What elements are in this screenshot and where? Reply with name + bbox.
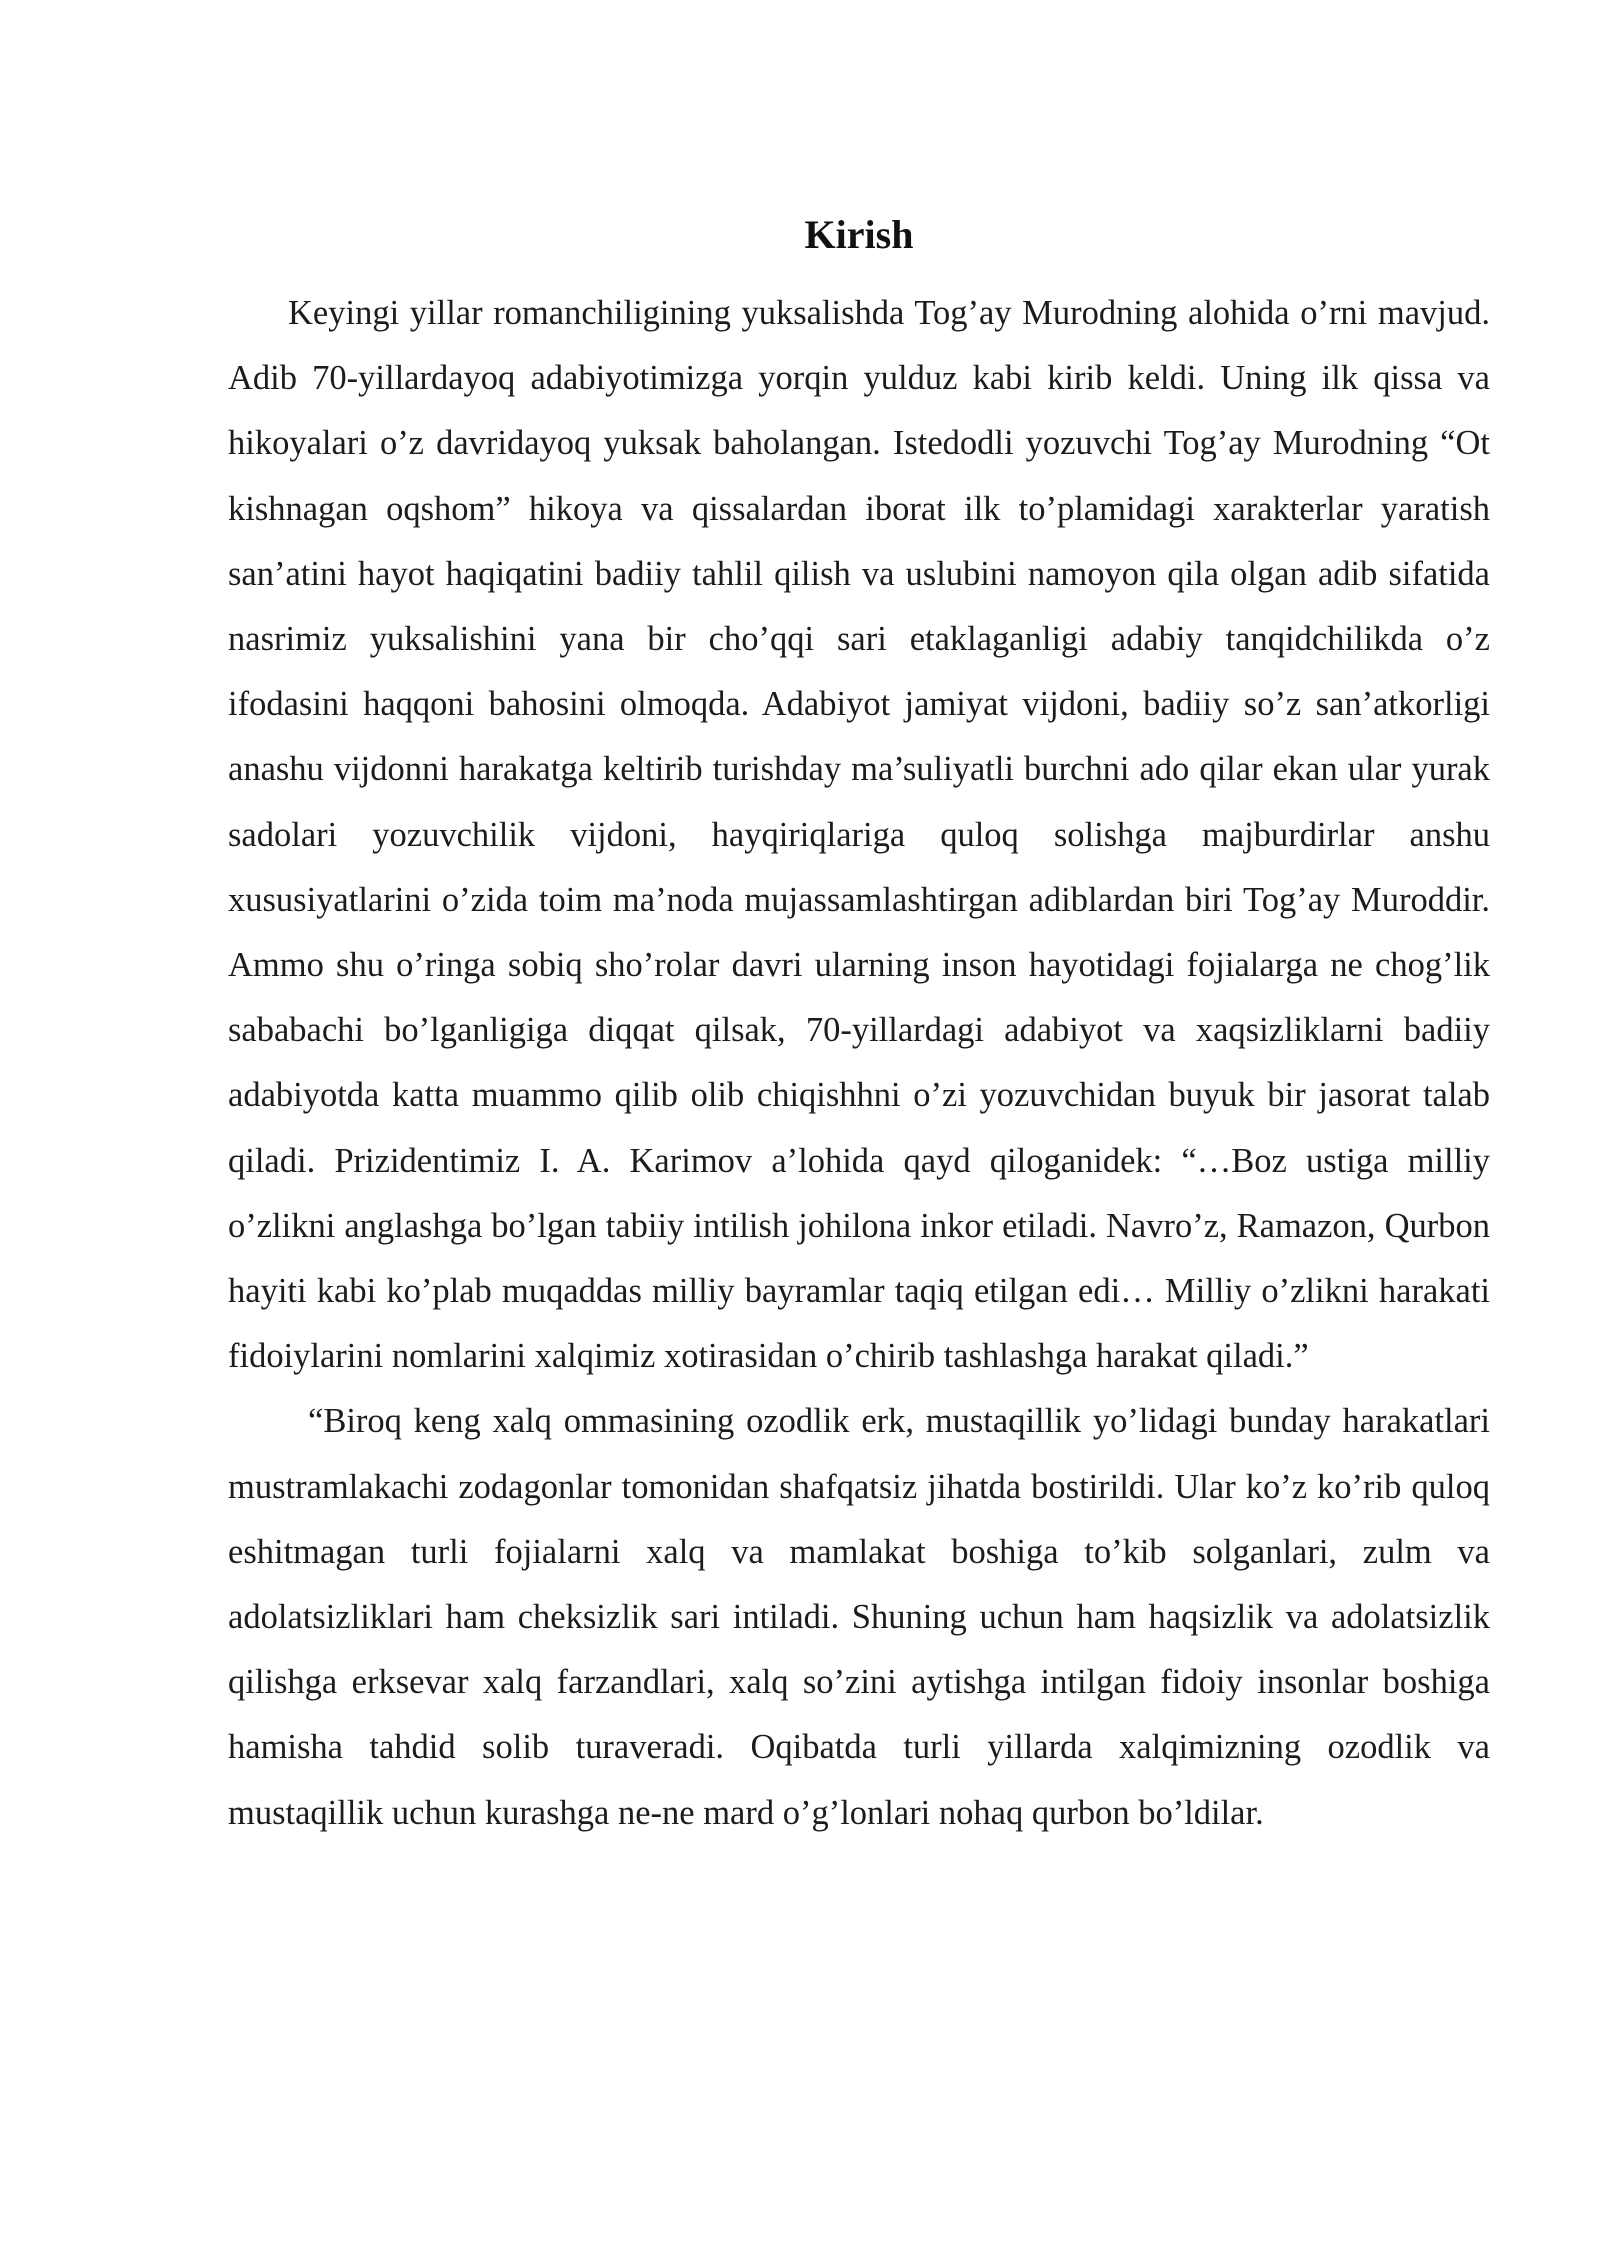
paragraph-quote: “Biroq keng xalq ommasining ozodlik erk, mustaqillik yo’lidagi bunday harakatlari mustramlakachi zodagonlar tomonidan shafqatsiz jihatda bostirildi. Ular ko’z ko’rib quloq eshitmagan turli fojialarni xalq va mamlakat boshiga to’kib solganlari, zulm va adolatsizliklari ham cheksizlik sari intiladi. Shuning uchun ham haqsizlik va adolatsizlik qilishga erksevar xalq farzandlari, xalq so’zini aytishga intilgan fidoiy insonlar boshiga hamisha tahdid solib turaveradi. Oqibatda turli yillarda xalqimizning ozodlik va mustaqillik uchun kurashga ne-ne mard o’g’lonlari nohaq qurbon bo’ldilar. <box>228 1402 1490 1832</box>
paragraph-intro: Keyingi yillar romanchiligining yuksalishda Tog’ay Murodning alohida o’rni mavjud. Adib 70-yillardayoq adabiyotimizga yorqin yulduz kabi kirib keldi. Uning ilk qissa va hikoyalari o’z davridayoq yuksak baholangan. Istedodli yozuvchi Tog’ay Murodning “Ot kishnagan oqshom” hikoya va qissalardan iborat ilk to’plamidagi xarakterlar yaratish san’atini hayot haqiqatini badiiy tahlil qilish va uslubini namoyon qila olgan adib sifatida nasrimiz yuksalishini yana bir cho’qqi sari etaklaganligi adabiy tanqidchilikda o’z ifodasini haqqoni bahosini olmoqda. Adabiyot jamiyat vijdoni, badiiy so’z san’atkorligi anashu vijdonni harakatga keltirib turishday ma’suliyatli burchni ado qilar ekan ular yurak sadolari yozuvchilik vijdoni, hayqiriqlariga quloq solishga majburdirlar anshu xususiyatlarini o’zida toim ma’noda mujassamlashtirgan adiblardan biri Tog’ay Muroddir. Ammo shu o’ringa sobiq sho’rolar davri ularning inson hayotidagi fojialarga ne chog’lik sababachi bo’lganligiga diqqat qilsak, 70-yillardagi adabiyot va xaqsizliklarni badiiy adabiyotda katta muammo qilib olib chiqishhni o’zi yozuvchidan buyuk bir jasorat talab qiladi. Prizidentimiz I. A. Karimov a’lohida qayd qiloganidek: “…Boz ustiga milliy o’zlikni anglashga bo’lgan tabiiy intilish johilona inkor etiladi. Navro’z, Ramazon, Qurbon hayiti kabi ko’plab muqaddas milliy bayramlar taqiq etilgan edi… Milliy o’zlikni harakati fidoiylarini nomlarini xalqimiz xotirasidan o’chirib tashlashga harakat qiladi.” <box>228 294 1490 1376</box>
document-body <box>228 205 1490 1846</box>
section-title: Kirish <box>804 212 914 257</box>
